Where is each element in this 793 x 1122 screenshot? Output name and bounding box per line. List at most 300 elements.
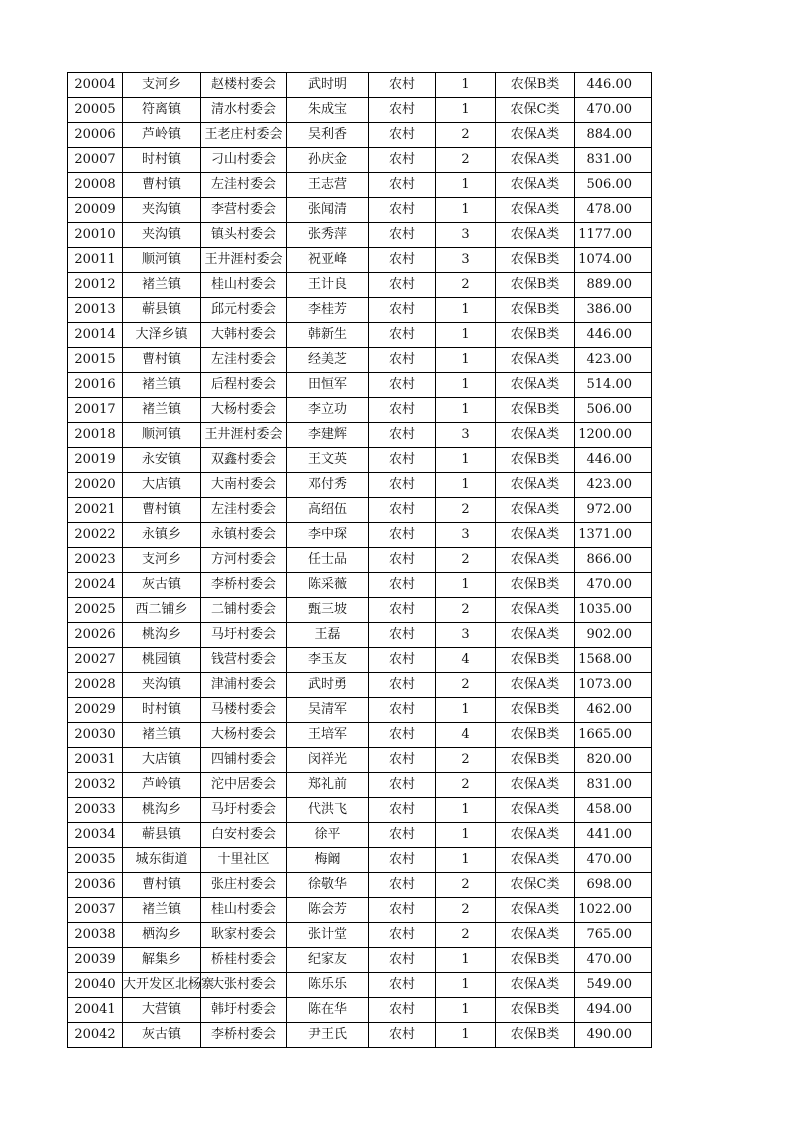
cell-person-name: 孙庆金 <box>287 148 369 173</box>
cell-area-type: 农村 <box>369 798 436 823</box>
cell-household-count: 3 <box>436 223 496 248</box>
cell-record-id: 20030 <box>68 723 123 748</box>
cell-area-type: 农村 <box>369 423 436 448</box>
cell-person-name: 闵祥光 <box>287 748 369 773</box>
cell-person-name: 田恒军 <box>287 373 369 398</box>
table-row <box>68 1023 652 1048</box>
cell-village-committee: 左洼村委会 <box>201 348 287 373</box>
cell-household-count: 4 <box>436 648 496 673</box>
table-row <box>68 423 652 448</box>
cell-amount: 470.00 <box>575 948 652 973</box>
table-row <box>68 673 652 698</box>
cell-village-committee: 王井涯村委会 <box>201 423 287 448</box>
table-row <box>68 73 652 98</box>
cell-area-type: 农村 <box>369 923 436 948</box>
cell-person-name: 李桂芳 <box>287 298 369 323</box>
cell-record-id: 20042 <box>68 1023 123 1048</box>
cell-area-type: 农村 <box>369 373 436 398</box>
cell-household-count: 1 <box>436 323 496 348</box>
cell-insurance-class: 农保B类 <box>496 648 575 673</box>
cell-village-committee: 刁山村委会 <box>201 148 287 173</box>
cell-town: 褚兰镇 <box>123 898 201 923</box>
cell-amount: 423.00 <box>575 348 652 373</box>
cell-town: 永安镇 <box>123 448 201 473</box>
table-row <box>68 773 652 798</box>
cell-town: 蕲县镇 <box>123 298 201 323</box>
cell-insurance-class: 农保B类 <box>496 298 575 323</box>
cell-town: 蕲县镇 <box>123 823 201 848</box>
cell-insurance-class: 农保A类 <box>496 823 575 848</box>
cell-village-committee: 后程村委会 <box>201 373 287 398</box>
cell-record-id: 20026 <box>68 623 123 648</box>
cell-town: 永镇乡 <box>123 523 201 548</box>
table-row <box>68 698 652 723</box>
cell-record-id: 20005 <box>68 98 123 123</box>
cell-insurance-class: 农保A类 <box>496 148 575 173</box>
cell-record-id: 20027 <box>68 648 123 673</box>
table-row <box>68 873 652 898</box>
cell-area-type: 农村 <box>369 248 436 273</box>
cell-record-id: 20033 <box>68 798 123 823</box>
cell-insurance-class: 农保B类 <box>496 273 575 298</box>
cell-amount: 889.00 <box>575 273 652 298</box>
cell-person-name: 邓付秀 <box>287 473 369 498</box>
cell-record-id: 20024 <box>68 573 123 598</box>
table-row <box>68 123 652 148</box>
cell-insurance-class: 农保B类 <box>496 248 575 273</box>
cell-village-committee: 大韩村委会 <box>201 323 287 348</box>
cell-amount: 884.00 <box>575 123 652 148</box>
cell-town: 城东街道 <box>123 848 201 873</box>
cell-person-name: 高绍伍 <box>287 498 369 523</box>
cell-record-id: 20011 <box>68 248 123 273</box>
cell-record-id: 20010 <box>68 223 123 248</box>
cell-record-id: 20012 <box>68 273 123 298</box>
table-row <box>68 98 652 123</box>
cell-amount: 423.00 <box>575 473 652 498</box>
cell-amount: 820.00 <box>575 748 652 773</box>
cell-town: 大店镇 <box>123 473 201 498</box>
cell-area-type: 农村 <box>369 573 436 598</box>
cell-record-id: 20039 <box>68 948 123 973</box>
table-row <box>68 973 652 998</box>
cell-village-committee: 镇头村委会 <box>201 223 287 248</box>
cell-amount: 902.00 <box>575 623 652 648</box>
cell-household-count: 2 <box>436 498 496 523</box>
cell-area-type: 农村 <box>369 398 436 423</box>
cell-village-committee: 十里社区 <box>201 848 287 873</box>
cell-record-id: 20017 <box>68 398 123 423</box>
cell-area-type: 农村 <box>369 323 436 348</box>
cell-village-committee: 大张村委会 <box>201 973 287 998</box>
cell-record-id: 20004 <box>68 73 123 98</box>
cell-amount: 1568.00 <box>575 648 652 673</box>
cell-household-count: 2 <box>436 898 496 923</box>
cell-insurance-class: 农保B类 <box>496 998 575 1023</box>
cell-household-count: 2 <box>436 598 496 623</box>
cell-amount: 446.00 <box>575 323 652 348</box>
cell-amount: 1665.00 <box>575 723 652 748</box>
cell-record-id: 20038 <box>68 923 123 948</box>
cell-insurance-class: 农保A类 <box>496 423 575 448</box>
cell-town: 西二铺乡 <box>123 598 201 623</box>
cell-village-committee: 李营村委会 <box>201 198 287 223</box>
table-row <box>68 473 652 498</box>
cell-insurance-class: 农保B类 <box>496 573 575 598</box>
cell-village-committee: 左洼村委会 <box>201 498 287 523</box>
cell-village-committee: 邱元村委会 <box>201 298 287 323</box>
cell-insurance-class: 农保A类 <box>496 798 575 823</box>
cell-area-type: 农村 <box>369 673 436 698</box>
cell-household-count: 2 <box>436 273 496 298</box>
cell-insurance-class: 农保A类 <box>496 598 575 623</box>
cell-household-count: 2 <box>436 123 496 148</box>
cell-household-count: 3 <box>436 623 496 648</box>
cell-household-count: 2 <box>436 548 496 573</box>
cell-amount: 446.00 <box>575 73 652 98</box>
cell-household-count: 1 <box>436 1023 496 1048</box>
table-row <box>68 723 652 748</box>
cell-amount: 698.00 <box>575 873 652 898</box>
cell-area-type: 农村 <box>369 698 436 723</box>
cell-insurance-class: 农保A类 <box>496 923 575 948</box>
cell-village-committee: 马楼村委会 <box>201 698 287 723</box>
cell-household-count: 1 <box>436 98 496 123</box>
cell-town: 芦岭镇 <box>123 123 201 148</box>
cell-village-committee: 马圩村委会 <box>201 623 287 648</box>
cell-insurance-class: 农保B类 <box>496 323 575 348</box>
table-row <box>68 823 652 848</box>
cell-town: 大店镇 <box>123 748 201 773</box>
cell-village-committee: 白安村委会 <box>201 823 287 848</box>
cell-person-name: 李中琛 <box>287 523 369 548</box>
cell-household-count: 2 <box>436 923 496 948</box>
table-row <box>68 748 652 773</box>
table-row <box>68 548 652 573</box>
cell-person-name: 吴利香 <box>287 123 369 148</box>
cell-town: 夹沟镇 <box>123 673 201 698</box>
cell-record-id: 20008 <box>68 173 123 198</box>
cell-record-id: 20022 <box>68 523 123 548</box>
cell-village-committee: 方河村委会 <box>201 548 287 573</box>
cell-town: 褚兰镇 <box>123 273 201 298</box>
cell-person-name: 任士品 <box>287 548 369 573</box>
cell-amount: 514.00 <box>575 373 652 398</box>
cell-village-committee: 四铺村委会 <box>201 748 287 773</box>
cell-record-id: 20036 <box>68 873 123 898</box>
cell-area-type: 农村 <box>369 298 436 323</box>
cell-insurance-class: 农保B类 <box>496 748 575 773</box>
table-row <box>68 898 652 923</box>
cell-area-type: 农村 <box>369 98 436 123</box>
cell-amount: 494.00 <box>575 998 652 1023</box>
cell-insurance-class: 农保A类 <box>496 973 575 998</box>
cell-town: 曹村镇 <box>123 498 201 523</box>
table-row <box>68 648 652 673</box>
table-row <box>68 248 652 273</box>
cell-person-name: 张闻清 <box>287 198 369 223</box>
cell-village-committee: 韩圩村委会 <box>201 998 287 1023</box>
cell-household-count: 1 <box>436 373 496 398</box>
cell-household-count: 1 <box>436 348 496 373</box>
cell-record-id: 20013 <box>68 298 123 323</box>
cell-town: 褚兰镇 <box>123 373 201 398</box>
table-row <box>68 148 652 173</box>
cell-household-count: 1 <box>436 973 496 998</box>
cell-household-count: 1 <box>436 948 496 973</box>
cell-person-name: 徐平 <box>287 823 369 848</box>
cell-village-committee: 沱中居委会 <box>201 773 287 798</box>
cell-person-name: 代洪飞 <box>287 798 369 823</box>
cell-amount: 478.00 <box>575 198 652 223</box>
cell-village-committee: 马圩村委会 <box>201 798 287 823</box>
table-row <box>68 923 652 948</box>
cell-area-type: 农村 <box>369 898 436 923</box>
cell-village-committee: 大杨村委会 <box>201 398 287 423</box>
cell-person-name: 李玉友 <box>287 648 369 673</box>
table-row <box>68 623 652 648</box>
cell-area-type: 农村 <box>369 748 436 773</box>
cell-amount: 1177.00 <box>575 223 652 248</box>
cell-amount: 1073.00 <box>575 673 652 698</box>
table-row <box>68 573 652 598</box>
cell-person-name: 王文英 <box>287 448 369 473</box>
cell-household-count: 1 <box>436 173 496 198</box>
cell-village-committee: 大南村委会 <box>201 473 287 498</box>
cell-area-type: 农村 <box>369 823 436 848</box>
table-body <box>68 73 652 1048</box>
cell-area-type: 农村 <box>369 148 436 173</box>
cell-household-count: 1 <box>436 798 496 823</box>
cell-record-id: 20034 <box>68 823 123 848</box>
cell-area-type: 农村 <box>369 548 436 573</box>
cell-insurance-class: 农保B类 <box>496 398 575 423</box>
cell-record-id: 20007 <box>68 148 123 173</box>
cell-record-id: 20023 <box>68 548 123 573</box>
cell-insurance-class: 农保A类 <box>496 348 575 373</box>
cell-amount: 866.00 <box>575 548 652 573</box>
table-row <box>68 323 652 348</box>
cell-household-count: 2 <box>436 148 496 173</box>
cell-household-count: 1 <box>436 698 496 723</box>
cell-insurance-class: 农保B类 <box>496 948 575 973</box>
cell-amount: 470.00 <box>575 848 652 873</box>
cell-record-id: 20018 <box>68 423 123 448</box>
cell-record-id: 20006 <box>68 123 123 148</box>
cell-town: 桃沟乡 <box>123 798 201 823</box>
cell-town: 夹沟镇 <box>123 223 201 248</box>
cell-household-count: 1 <box>436 998 496 1023</box>
table-row <box>68 448 652 473</box>
cell-amount: 446.00 <box>575 448 652 473</box>
cell-household-count: 1 <box>436 823 496 848</box>
cell-record-id: 20025 <box>68 598 123 623</box>
spreadsheet-page <box>67 72 651 1047</box>
cell-town: 支河乡 <box>123 73 201 98</box>
cell-person-name: 武时勇 <box>287 673 369 698</box>
cell-person-name: 纪家友 <box>287 948 369 973</box>
cell-area-type: 农村 <box>369 773 436 798</box>
cell-insurance-class: 农保B类 <box>496 448 575 473</box>
cell-insurance-class: 农保A类 <box>496 548 575 573</box>
cell-insurance-class: 农保B类 <box>496 73 575 98</box>
table-row <box>68 373 652 398</box>
cell-insurance-class: 农保A类 <box>496 123 575 148</box>
cell-amount: 1200.00 <box>575 423 652 448</box>
cell-village-committee: 桂山村委会 <box>201 273 287 298</box>
cell-village-committee: 津浦村委会 <box>201 673 287 698</box>
cell-insurance-class: 农保A类 <box>496 373 575 398</box>
cell-person-name: 李立功 <box>287 398 369 423</box>
cell-household-count: 2 <box>436 773 496 798</box>
cell-record-id: 20019 <box>68 448 123 473</box>
table-row <box>68 948 652 973</box>
cell-insurance-class: 农保A类 <box>496 473 575 498</box>
cell-amount: 470.00 <box>575 573 652 598</box>
cell-household-count: 4 <box>436 723 496 748</box>
table-row <box>68 998 652 1023</box>
cell-insurance-class: 农保C类 <box>496 98 575 123</box>
cell-person-name: 张秀萍 <box>287 223 369 248</box>
table-row <box>68 348 652 373</box>
cell-insurance-class: 农保C类 <box>496 873 575 898</box>
cell-area-type: 农村 <box>369 498 436 523</box>
cell-household-count: 3 <box>436 248 496 273</box>
cell-town: 芦岭镇 <box>123 773 201 798</box>
cell-person-name: 陈乐乐 <box>287 973 369 998</box>
cell-amount: 549.00 <box>575 973 652 998</box>
cell-area-type: 农村 <box>369 648 436 673</box>
cell-person-name: 甄三坡 <box>287 598 369 623</box>
cell-town: 顺河镇 <box>123 248 201 273</box>
cell-person-name: 祝亚峰 <box>287 248 369 273</box>
cell-household-count: 2 <box>436 873 496 898</box>
cell-area-type: 农村 <box>369 473 436 498</box>
cell-amount: 765.00 <box>575 923 652 948</box>
cell-village-committee: 清水村委会 <box>201 98 287 123</box>
cell-record-id: 20020 <box>68 473 123 498</box>
cell-town: 曹村镇 <box>123 873 201 898</box>
cell-area-type: 农村 <box>369 623 436 648</box>
cell-town: 解集乡 <box>123 948 201 973</box>
cell-amount: 441.00 <box>575 823 652 848</box>
cell-household-count: 1 <box>436 73 496 98</box>
cell-village-committee: 大杨村委会 <box>201 723 287 748</box>
table-row <box>68 798 652 823</box>
cell-village-committee: 王井涯村委会 <box>201 248 287 273</box>
table-row <box>68 298 652 323</box>
cell-area-type: 农村 <box>369 73 436 98</box>
cell-amount: 1371.00 <box>575 523 652 548</box>
cell-insurance-class: 农保A类 <box>496 198 575 223</box>
cell-town: 符离镇 <box>123 98 201 123</box>
cell-village-committee: 李桥村委会 <box>201 1023 287 1048</box>
cell-record-id: 20014 <box>68 323 123 348</box>
cell-area-type: 农村 <box>369 998 436 1023</box>
cell-area-type: 农村 <box>369 448 436 473</box>
cell-area-type: 农村 <box>369 948 436 973</box>
cell-amount: 1022.00 <box>575 898 652 923</box>
cell-person-name: 陈在华 <box>287 998 369 1023</box>
cell-record-id: 20015 <box>68 348 123 373</box>
cell-insurance-class: 农保A类 <box>496 498 575 523</box>
cell-amount: 831.00 <box>575 148 652 173</box>
cell-person-name: 韩新生 <box>287 323 369 348</box>
cell-area-type: 农村 <box>369 873 436 898</box>
table-row <box>68 223 652 248</box>
cell-area-type: 农村 <box>369 173 436 198</box>
cell-person-name: 张计堂 <box>287 923 369 948</box>
cell-amount: 462.00 <box>575 698 652 723</box>
cell-amount: 506.00 <box>575 398 652 423</box>
data-table <box>67 72 652 1048</box>
cell-household-count: 1 <box>436 298 496 323</box>
cell-household-count: 1 <box>436 573 496 598</box>
cell-household-count: 2 <box>436 673 496 698</box>
table-row <box>68 498 652 523</box>
cell-person-name: 李建辉 <box>287 423 369 448</box>
cell-insurance-class: 农保A类 <box>496 673 575 698</box>
cell-insurance-class: 农保A类 <box>496 898 575 923</box>
cell-town: 大开发区北杨寨 <box>123 973 201 998</box>
cell-household-count: 1 <box>436 848 496 873</box>
cell-household-count: 3 <box>436 523 496 548</box>
cell-household-count: 3 <box>436 423 496 448</box>
cell-village-committee: 二铺村委会 <box>201 598 287 623</box>
cell-person-name: 郑礼前 <box>287 773 369 798</box>
cell-area-type: 农村 <box>369 723 436 748</box>
cell-household-count: 1 <box>436 398 496 423</box>
cell-village-committee: 桥桂村委会 <box>201 948 287 973</box>
cell-amount: 490.00 <box>575 1023 652 1048</box>
cell-amount: 506.00 <box>575 173 652 198</box>
cell-town: 顺河镇 <box>123 423 201 448</box>
table-row <box>68 398 652 423</box>
cell-person-name: 武时明 <box>287 73 369 98</box>
cell-village-committee: 双鑫村委会 <box>201 448 287 473</box>
cell-amount: 458.00 <box>575 798 652 823</box>
cell-record-id: 20041 <box>68 998 123 1023</box>
cell-town: 时村镇 <box>123 698 201 723</box>
cell-town: 大营镇 <box>123 998 201 1023</box>
cell-village-committee: 李桥村委会 <box>201 573 287 598</box>
cell-area-type: 农村 <box>369 848 436 873</box>
cell-village-committee: 张庄村委会 <box>201 873 287 898</box>
cell-area-type: 农村 <box>369 598 436 623</box>
cell-insurance-class: 农保A类 <box>496 848 575 873</box>
cell-town: 褚兰镇 <box>123 398 201 423</box>
cell-record-id: 20031 <box>68 748 123 773</box>
cell-person-name: 陈采薇 <box>287 573 369 598</box>
cell-person-name: 陈会芳 <box>287 898 369 923</box>
cell-area-type: 农村 <box>369 973 436 998</box>
cell-village-committee: 赵楼村委会 <box>201 73 287 98</box>
cell-record-id: 20029 <box>68 698 123 723</box>
cell-town: 褚兰镇 <box>123 723 201 748</box>
cell-person-name: 王志营 <box>287 173 369 198</box>
cell-insurance-class: 农保B类 <box>496 1023 575 1048</box>
cell-person-name: 吴清军 <box>287 698 369 723</box>
cell-record-id: 20028 <box>68 673 123 698</box>
cell-village-committee: 耿家村委会 <box>201 923 287 948</box>
table-row <box>68 598 652 623</box>
cell-person-name: 经美芝 <box>287 348 369 373</box>
cell-town: 曹村镇 <box>123 173 201 198</box>
cell-person-name: 尹王氏 <box>287 1023 369 1048</box>
cell-amount: 831.00 <box>575 773 652 798</box>
cell-person-name: 梅阚 <box>287 848 369 873</box>
cell-amount: 470.00 <box>575 98 652 123</box>
